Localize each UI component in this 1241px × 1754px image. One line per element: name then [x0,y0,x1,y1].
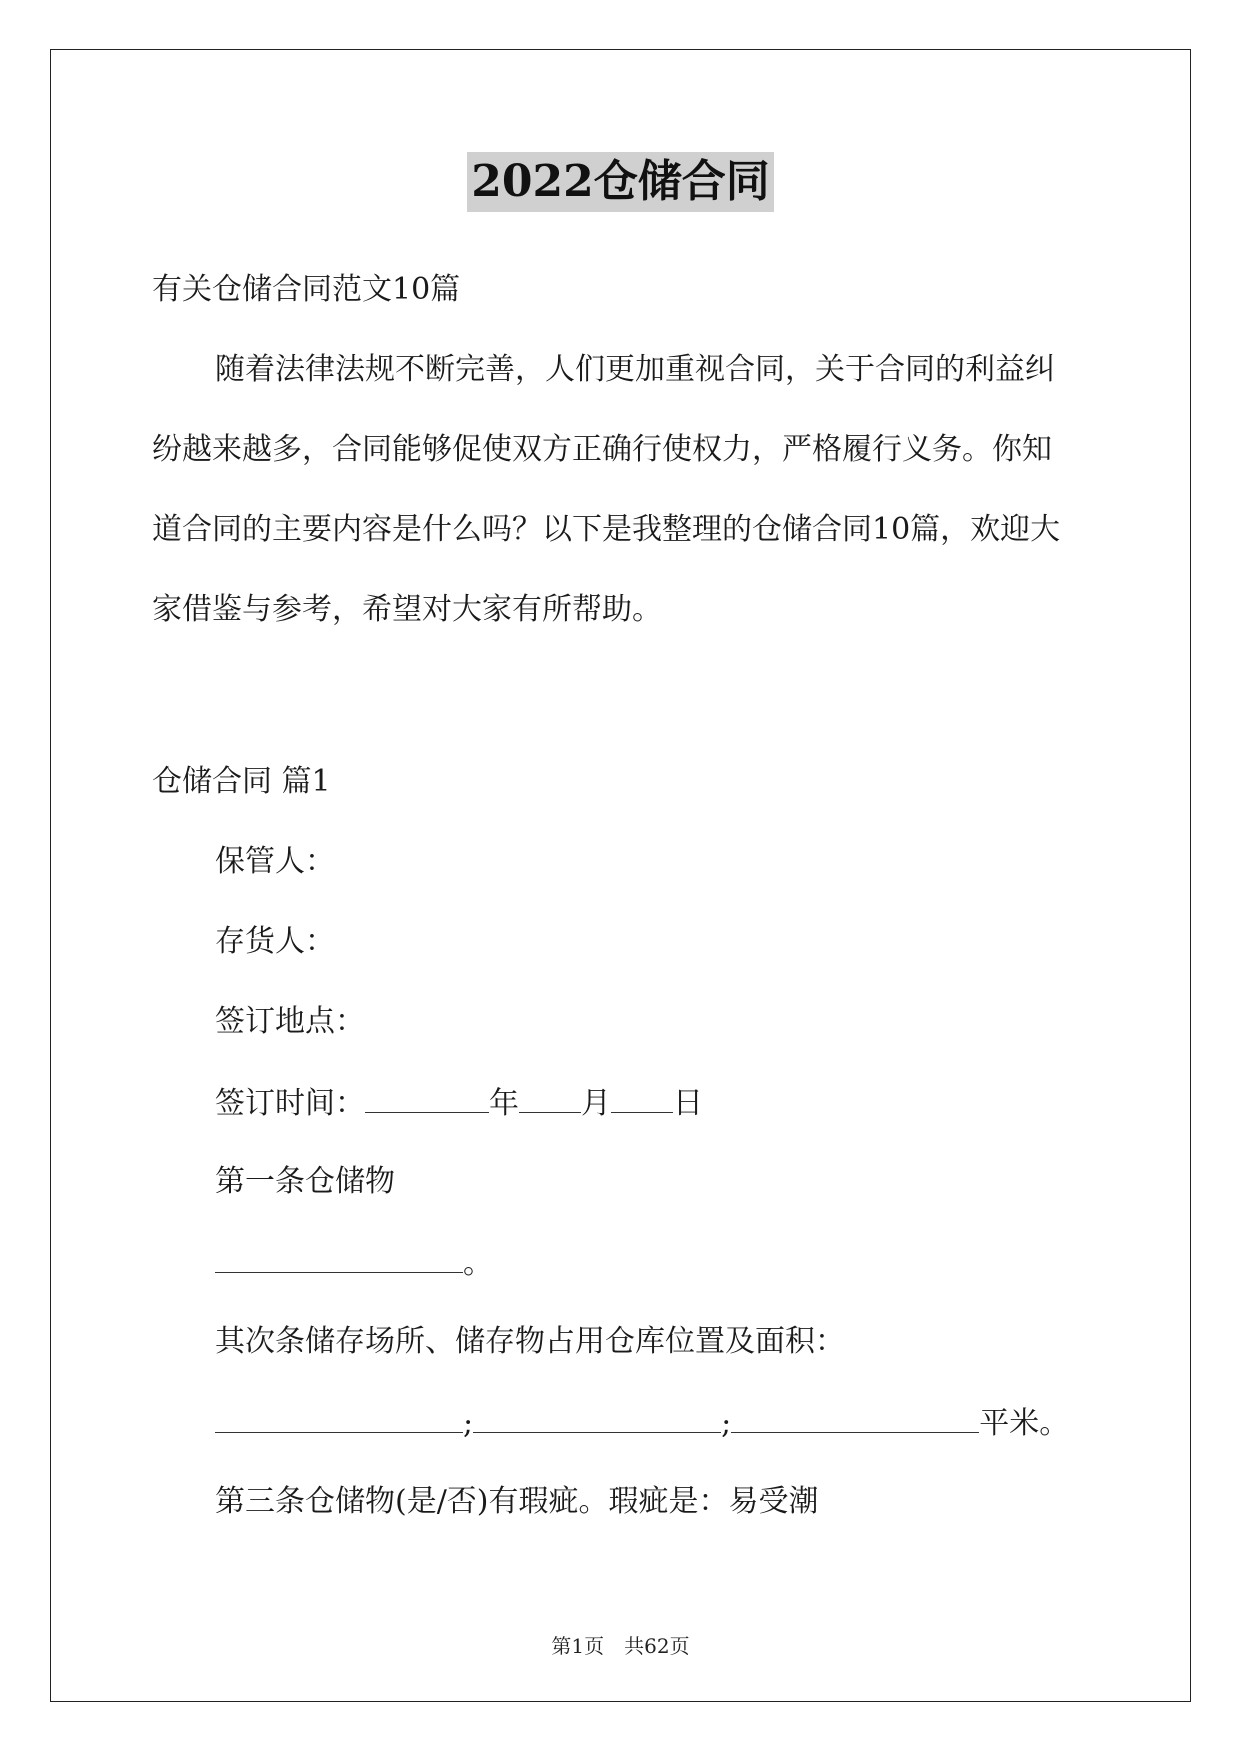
intro-line-2: 纷越来越多，合同能够促使双方正确行使权力，严格履行义务。你知 [152,432,1052,467]
article-3-heading: 第三条仓储物(是/否)有瑕疵。瑕疵是：易受潮 [215,1484,819,1519]
intro-line-4: 家借鉴与参考，希望对大家有所帮助。 [152,592,662,627]
page-number: 第1页 共62页 [551,1634,690,1658]
month-label: 月 [581,1086,611,1121]
day-blank [611,1082,673,1113]
document-title: 2022仓储合同 [467,152,773,212]
intro-line-1: 随着法律法规不断完善，人们更加重视合同，关于合同的利益纠 [215,352,1055,387]
area-blank [731,1402,979,1433]
signing-time-row [215,1082,703,1124]
day-label: 日 [673,1086,703,1121]
year-label: 年 [489,1086,519,1121]
article-1-end: 。 [463,1246,493,1281]
custodian-field: 保管人： [215,844,335,879]
article-2-sep-2: ; [721,1406,732,1441]
article-2-heading: 其次条储存场所、储存物占用仓库位置及面积： [215,1324,845,1359]
document-subtitle: 有关仓储合同范文10篇 [152,272,461,307]
page-footer [0,1630,1241,1659]
signing-time-label: 签订时间： [215,1086,365,1121]
area-unit: 平米。 [979,1406,1070,1441]
signing-place-field: 签订地点： [215,1004,365,1039]
article-2-sep-1: ; [463,1406,474,1441]
warehouse-position-blank [473,1402,721,1433]
depositor-field: 存货人： [215,924,335,959]
section-heading: 仓储合同 篇1 [152,764,331,799]
intro-line-3: 道合同的主要内容是什么吗？以下是我整理的仓储合同10篇，欢迎大 [152,512,1061,547]
article-2-blank-row [215,1402,1069,1444]
year-blank [365,1082,489,1113]
title-container [0,152,1241,212]
article-1-heading: 第一条仓储物 [215,1164,395,1199]
storage-item-blank [215,1242,463,1273]
article-1-blank-row [215,1242,493,1284]
storage-place-blank [215,1402,463,1433]
month-blank [519,1082,581,1113]
